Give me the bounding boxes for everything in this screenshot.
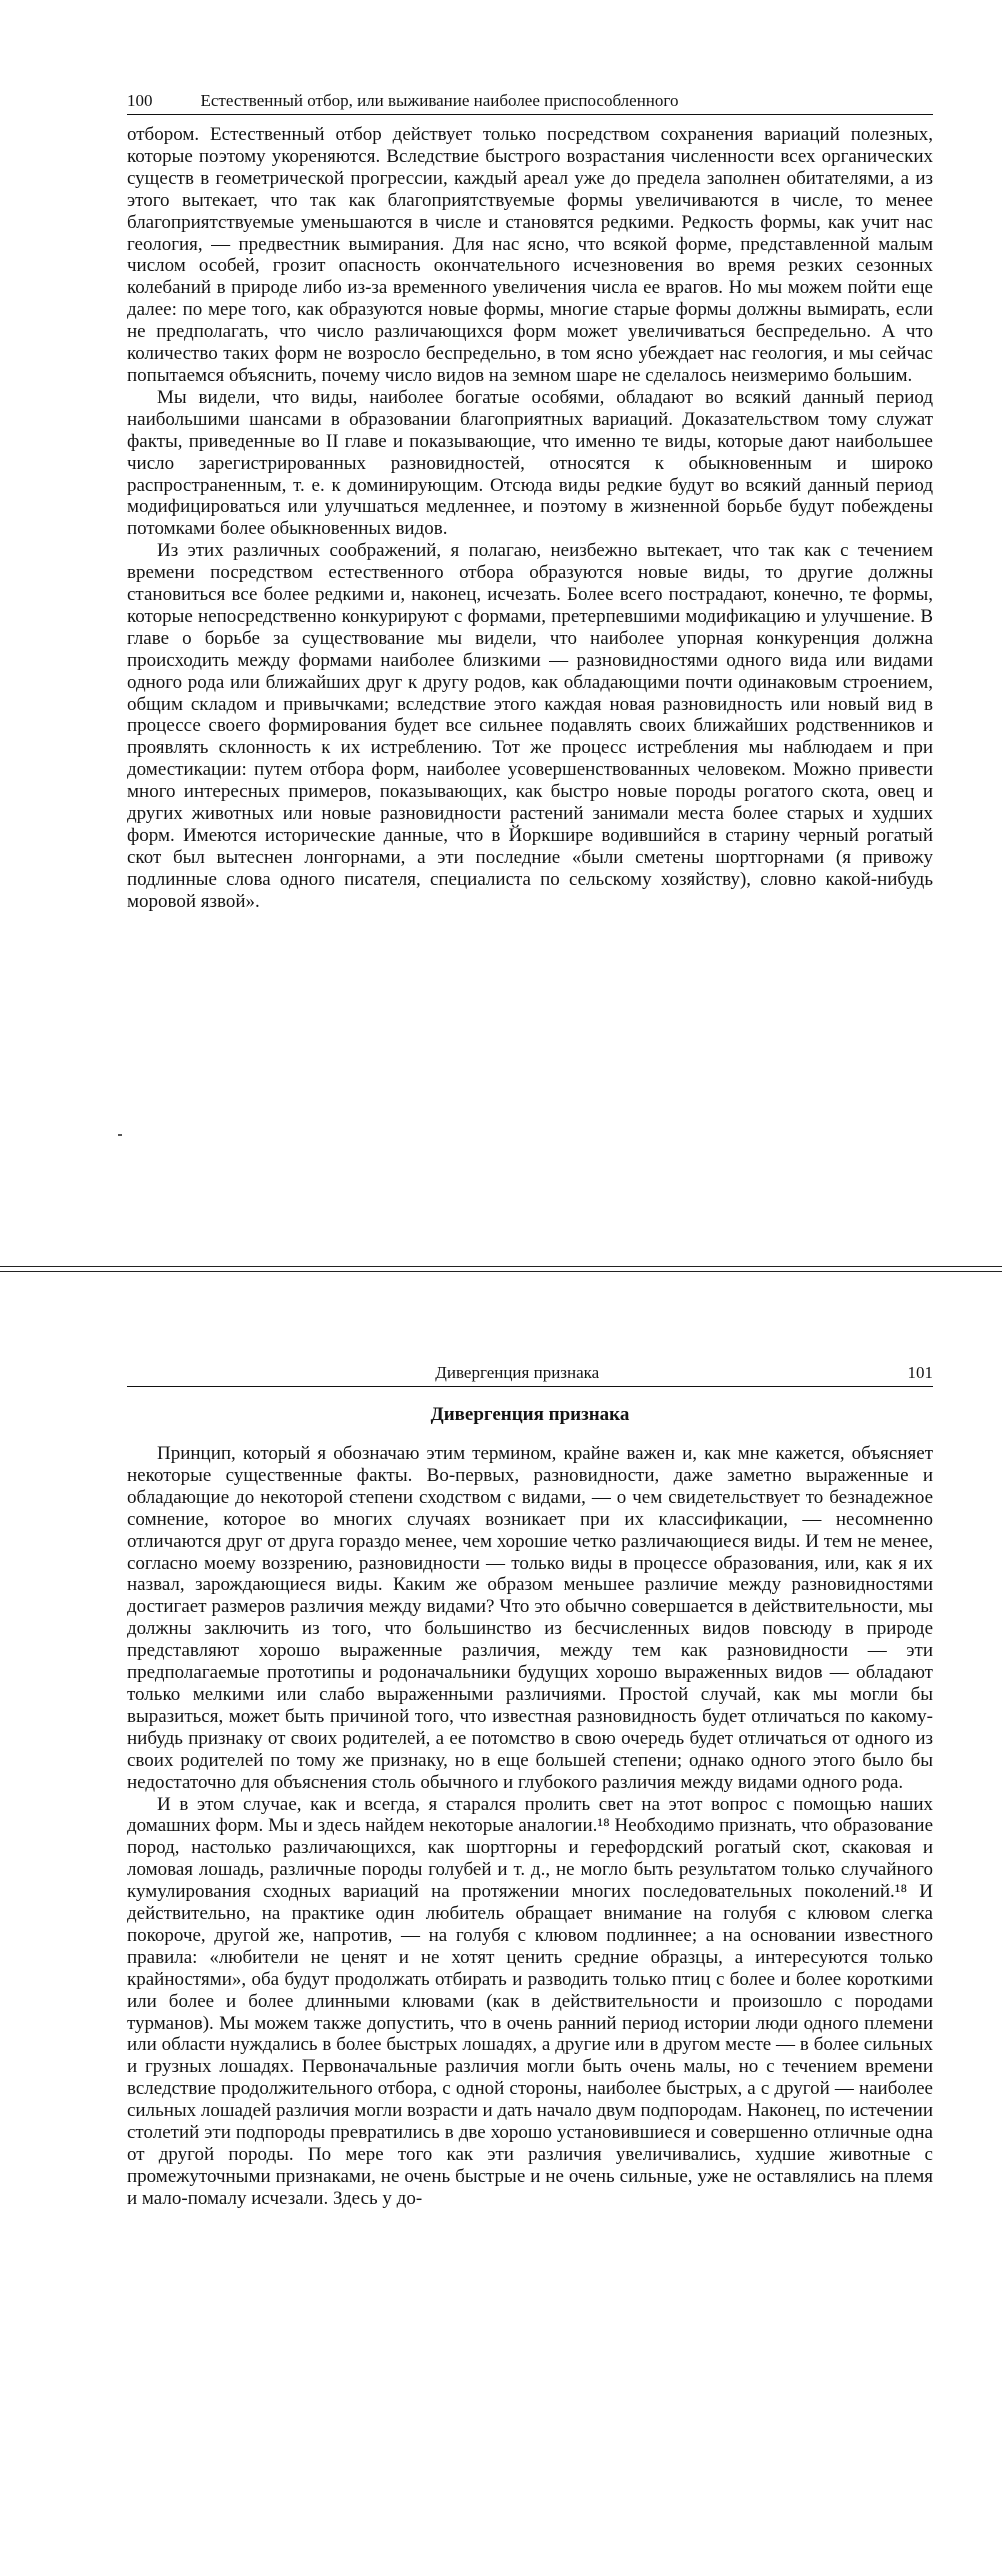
running-header-title: Дивергенция признака (435, 1363, 600, 1382)
paragraph: И в этом случае, как и всегда, я старался пролить свет на этот вопрос с помощью наших домашних форм. Мы и здесь найдем некоторые аналогии.¹⁸ Необходимо признать, что образование пород, настолько различающихся, как шортгорны и герефордский рогатый скот, скаковая и ломовая лошадь, различные породы голубей и т. д., не могло быть результатом только случайного кумулирования сходных вариаций на протяжении многих последовательных поколений.¹⁸ И действительно, на практике один любитель обращает внимание на голубя с клювом слегка покороче, другой же, напротив, — на голубя с клювом подлиннее; а на основании известного правила: «любители не ценят и не хотят ценить средние образцы, а интересуются только крайностями», оба будут продолжать отбирать и разводить только птиц с более и более короткими или более и более длинными клювами (как в действительности и произошло с породами турманов). Мы можем также допустить, что в очень ранний период истории люди одного племени или области нуждались в более быстрых лошадях, а другие или в другом месте — в более сильных и грузных лошадях. Первоначальные различия могли быть очень малы, но с течением времени вследствие продолжительного отбора, с одной стороны, наиболее быстрых, а с другой — наиболее сильных лошадей различия могли возрасти и дать начало двум подпородам. Наконец, по истечении столетий эти подпороды превратились в две хорошо установившиеся и совершенно отличные одна от другой породы. По мере того как эти различия увеличивались, худшие животные с промежуточными признаками, не очень быстрые и не очень сильные, уже не оставлялись на племя и мало-помалу исчезали. Здесь у до- (127, 1793, 933, 2209)
body-text (127, 124, 933, 913)
running-header (127, 1362, 933, 1387)
paragraph: отбором. Естественный отбор действует только посредством сохранения вариаций полезных, которые поэтому укореняются. Вследствие быстрого возрастания численности всех органических существ в геометрической прогрессии, каждый ареал уже до предела заполнен обитателями, а из этого вытекает, что так как благоприятствуемые формы увеличиваются в числе, то менее благоприятствуемые уменьшаются в числе и становятся редкими. Редкость формы, как учит нас геология, — предвестник вымирания. Для нас ясно, что всякой форме, представленной малым числом особей, грозит опасность окончательного исчезновения во время резких сезонных колебаний в природе либо из-за временного увеличения числа ее врагов. Но мы можем пойти еще далее: по мере того, как образуются новые формы, многие старые формы должны вымирать, если не предполагать, что число различающихся форм может увеличиваться беспредельно. А что количество таких форм не возросло беспредельно, в том ясно убеждает нас геология, и мы сейчас попытаемся объяснить, почему число видов на земном шаре не сделалось неизмеримо большим. (127, 124, 933, 386)
margin-mark (118, 1134, 122, 1136)
paragraph: Мы видели, что виды, наиболее богатые особями, обладают во всякий данный период наибольшими шансами в образовании благоприятных вариаций. Доказательством тому служат факты, приведенные во II главе и показывающие, что именно те виды, которые дают наибольшее число зарегистрированных разновидностей, относятся к обыкновенным и широко распространенным, т. е. к доминирующим. Отсюда виды редкие будут во всякий данный период модифицироваться или улучшаться медленнее, и поэтому в жизненной борьбе будут побеждены потомками более обыкновенных видов. (127, 386, 933, 540)
page-number: 100 (127, 91, 153, 110)
paragraph: Принцип, который я обозначаю этим термином, крайне важен и, как мне кажется, объясняет некоторые существенные факты. Во-первых, разновидности, даже заметно выраженные и обладающие до некоторой степени сходством с видами, — о чем свидетельствует то безнадежное сомнение, которое во многих случаях возникает при их классификации, — несомненно отличаются друг от друга гораздо менее, чем хорошие четко различающиеся виды. И тем не менее, согласно моему воззрению, разновидности — только виды в процессе образования, или, как я их назвал, зарождающиеся виды. Каким же образом меньшее различие между разновидностями достигает размеров различия между видами? Что это обычно совершается в действительности, мы должны заключить из того, что большинство из бесчисленных видов повсюду в природе представляют хорошо выраженные различия, между тем как разновидности — эти предполагаемые прототипы и родоначальники будущих хорошо выраженных видов — обладают только мелкими или слабо выраженными различиями. Простой случай, как мы могли бы выразиться, может быть причиной того, что известная разновидность будет отличаться по какому-нибудь признаку от своих родителей, а ее потомство в свою очередь будет отличаться от одного из своих родителей по тому же признаку, но в еще большей степени; однако одного этого было бы недостаточно для объяснения столь обычного и глубокого различия между видами одного рода. (127, 1443, 933, 1793)
running-header (127, 90, 933, 115)
book-page-100 (0, 0, 1002, 1267)
running-header-title: Естественный отбор, или выживание наиболее приспособленного (200, 91, 679, 110)
body-text (127, 1443, 933, 2210)
page-number: 101 (907, 1363, 933, 1382)
section-title: Дивергенция признака (430, 1404, 630, 1425)
book-page-101 (0, 1271, 1002, 2555)
paragraph: Из этих различных соображений, я полагаю, неизбежно вытекает, что так как с течением времени посредством естественного отбора образуются новые виды, то другие должны становиться все более редкими и, наконец, исчезать. Более всего пострадают, конечно, те формы, которые непосредственно конкурируют с формами, претерпевшими модификацию и улучшение. В главе о борьбе за существование мы видели, что наиболее упорная конкуренция должна происходить между формами наиболее близкими — разновидностями одного вида или видами одного рода или ближайших друг к другу родов, как обладающими почти одинаковым строением, общим складом и привычками; вследствие этого каждая новая разновидность или новый вид в процессе своего формирования будет все сильнее подавлять своих ближайших родственников и проявлять склонность к их истреблению. Тот же процесс истребления мы наблюдаем и при доместикации: путем отбора форм, наиболее усовершенствованных человеком. Можно привести много интересных примеров, показывающих, как быстро новые породы рогатого скота, овец и других животных или новые разновидности растений занимали места более старых и худших форм. Имеются исторические данные, что в Йоркшире водившийся в старину черный рогатый скот был вытеснен лонгорнами, а эти последние «были сметены шортгорнами (я привожу подлинные слова одного писателя, специалиста по сельскому хозяйству), словно какой-нибудь моровой язвой». (127, 540, 933, 912)
